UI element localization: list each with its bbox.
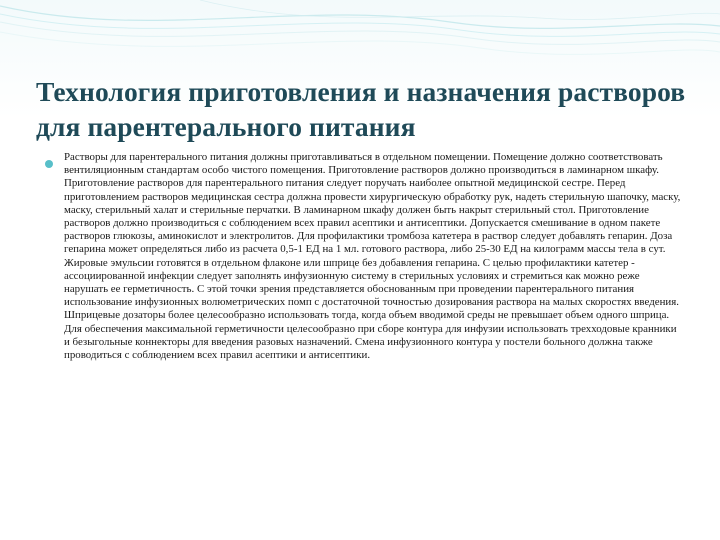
slide-title: Технология приготовления и назначения растворов для парентерального питания [36, 76, 686, 142]
bullet-paragraph: Растворы для парентерального питания должны приготавливаться в отдельном помещении. Помещение должно соответствовать вентиляционным стандартам особо чистого помещения. Приготовление растворов должно производиться в ламинарном шкафу. Приготовление растворов для парентерального питания следует поручать наиболее опытной медицинской сестре. Перед приготовлением растворов медицинская сестра должна провести хирургическую обработку рук, надеть стерильную шапочку, маску, маску, стерильный халат и стерильные перчатки. В ламинарном шкафу должен быть накрыт стерильный стол. Приготовление растворов должно производиться с соблюдением всех правил асептики и антисептики. Допускается смешивание в одном пакете растворов глюкозы, аминокислот и электролитов. Для профилактики тромбоза катетера в раствор следует добавлять гепарин. Доза гепарина может определяться либо из расчета 0,5-1 ЕД на 1 мл. готового раствора, либо 25-30 ЕД на килограмм массы тела в сут. Жировые эмульсии готовятся в отдельном флаконе или шприце без добавления гепарина. С целью профилактики катетер - ассоциированной инфекции следует заполнять инфузионную систему в стерильных условиях и стремиться как можно реже нарушать ее герметичность. С этой точки зрения представляется обоснованным при проведении парентерального питания использование инфузионных волюметрических помп с достаточной точностью дозирования раствора на малых скоростях введения. Шприцевые дозаторы более целесообразно использовать тогда, когда объем вводимой среды не превышает объем одного шприца. Для обеспечения максимальной герметичности целесообразно при сборе контура для инфузии использовать трехходовые кранники и безыгольные коннекторы для введения разовых назначений. Смена инфузионного контура у постели больного должна также проводиться с соблюдением всех правил асептики и антисептики. [64, 151, 681, 362]
bullet-marker [45, 160, 53, 168]
